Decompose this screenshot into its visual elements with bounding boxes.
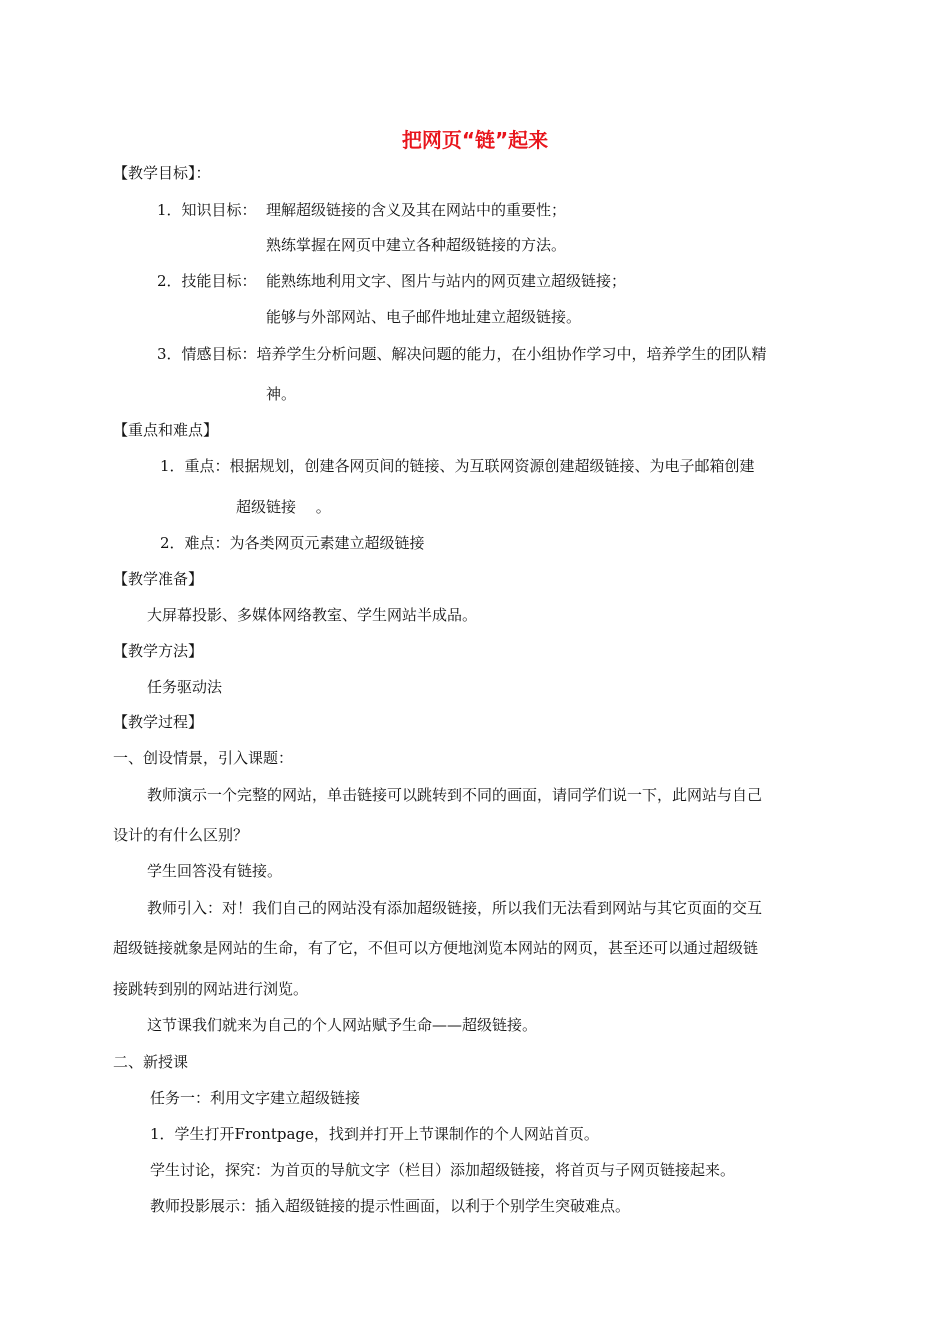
section-heading-process: 【教学过程】 xyxy=(113,713,204,731)
goal-2-label: 2．技能目标： xyxy=(157,272,257,290)
goal-1-label: 1．知识目标： xyxy=(157,201,257,219)
goal-2-line-1: 能熟练地利用文字、图片与站内的网页建立超级链接； xyxy=(266,272,627,290)
method-text: 任务驱动法 xyxy=(147,678,223,696)
goal-2-line-2: 能够与外部网站、电子邮件地址建立超级链接。 xyxy=(266,308,582,326)
part-2-heading: 二、新授课 xyxy=(113,1053,189,1071)
part-1-heading: 一、创设情景，引入课题： xyxy=(113,749,294,767)
step-1: 1．学生打开Frontpage，找到并打开上节课制作的个人网站首页。 xyxy=(150,1125,599,1143)
section-heading-key-points: 【重点和难点】 xyxy=(113,421,219,439)
student-discussion: 学生讨论，探究：为首页的导航文字（栏目）添加超级链接，将首页与子网页链接起来。 xyxy=(150,1161,736,1179)
key-point-2: 2．难点：为各类网页元素建立超级链接 xyxy=(160,534,425,552)
goal-1-line-2: 熟练掌握在网页中建立各种超级链接的方法。 xyxy=(266,236,567,254)
goal-3-line-2: 神。 xyxy=(266,385,297,403)
section-heading-method: 【教学方法】 xyxy=(113,642,204,660)
section-heading-goals: 【教学目标】： xyxy=(113,164,211,182)
task-1-heading: 任务一：利用文字建立超级链接 xyxy=(150,1089,361,1107)
paragraph-4: 这节课我们就来为自己的个人网站赋予生命——超级链接。 xyxy=(147,1016,538,1034)
paragraph-1-line-2: 设计的有什么区别？ xyxy=(113,826,249,844)
paragraph-3-line-3: 接跳转到别的网站进行浏览。 xyxy=(113,980,309,998)
section-heading-preparation: 【教学准备】 xyxy=(113,570,204,588)
paragraph-3-line-2: 超级链接就象是网站的生命，有了它，不但可以方便地浏览本网站的网页，甚至还可以通过超级链 xyxy=(113,939,759,957)
key-point-1-line-1: 1．重点：根据规划，创建各网页间的链接、为互联网资源创建超级链接、为电子邮箱创建 xyxy=(160,457,755,475)
paragraph-2: 学生回答没有链接。 xyxy=(147,862,283,880)
teacher-projection: 教师投影展示：插入超级链接的提示性画面，以利于个别学生突破难点。 xyxy=(150,1197,631,1215)
goal-1-line-1: 理解超级链接的含义及其在网站中的重要性； xyxy=(266,201,567,219)
page-title: 把网页“链”起来 xyxy=(401,128,549,152)
paragraph-3-line-1: 教师引入：对！我们自己的网站没有添加超级链接，所以我们无法看到网站与其它页面的交互 xyxy=(147,899,763,917)
key-point-1-line-2: 超级链接 。 xyxy=(236,498,331,516)
paragraph-1-line-1: 教师演示一个完整的网站，单击链接可以跳转到不同的画面，请同学们说一下，此网站与自己 xyxy=(147,786,763,804)
preparation-text: 大屏幕投影、多媒体网络教室、学生网站半成品。 xyxy=(147,606,478,624)
goal-3-line-1: 3．情感目标：培养学生分析问题、解决问题的能力，在小组协作学习中，培养学生的团队精 xyxy=(157,345,767,363)
